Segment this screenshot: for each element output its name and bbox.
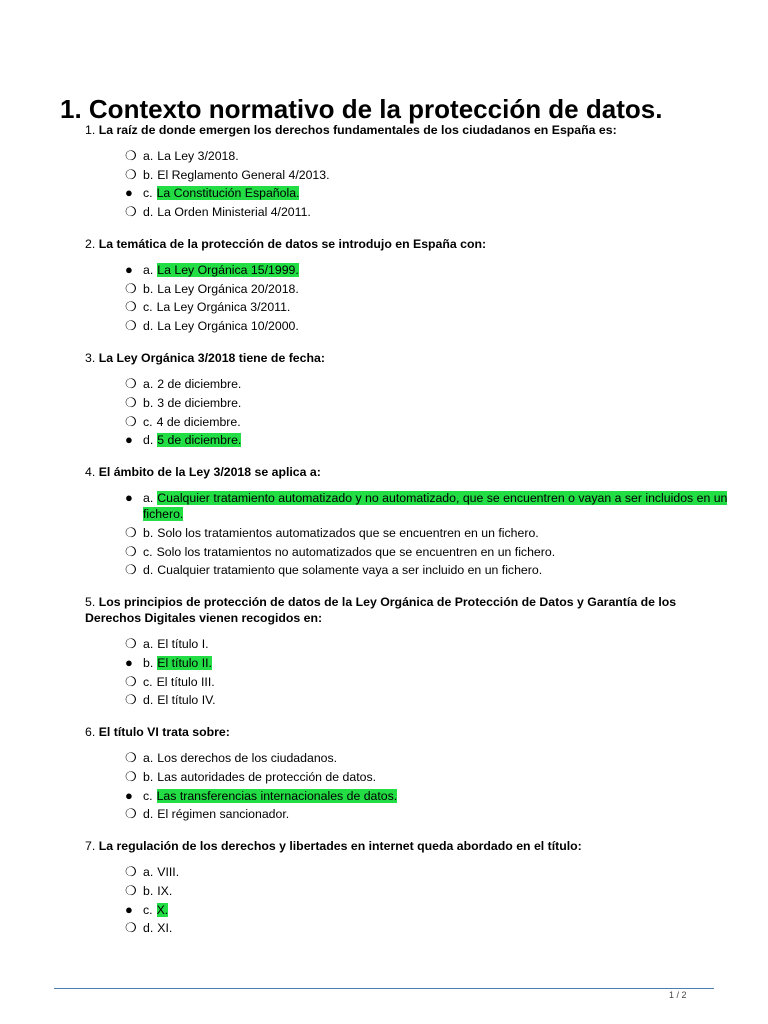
option-text: IX. [157,884,173,899]
correct-answer-text: 5 de diciembre. [157,433,242,448]
option-letter: a. [143,149,154,163]
answer-options [0,490,768,578]
option-letter: b. [143,395,154,410]
question-text [85,724,715,740]
answer-option[interactable] [125,769,728,785]
radio-selected-icon[interactable]: ● [125,185,133,201]
answer-option[interactable] [125,185,728,201]
option-letter: d. [143,205,154,220]
radio-empty-icon[interactable]: ❍ [125,376,137,392]
correct-answer-text: El título II. [157,655,212,670]
option-text: 2 de diciembre. [157,377,242,392]
option-letter: b. [143,167,154,182]
question-2 [0,236,768,334]
answer-option[interactable] [125,299,728,315]
option-text: La Ley 3/2018. [157,149,239,163]
radio-empty-icon[interactable]: ❍ [125,318,137,334]
option-letter: c. [143,674,153,689]
radio-selected-icon[interactable]: ● [125,432,133,448]
option-text: 3 de diciembre. [157,395,242,410]
answer-option[interactable] [125,920,728,936]
answer-option[interactable] [125,902,728,918]
radio-empty-icon[interactable]: ❍ [125,148,137,163]
answer-option[interactable] [125,432,728,448]
option-text: La Ley Orgánica 20/2018. [157,281,299,296]
question-text [85,236,715,252]
option-letter: d. [143,319,154,334]
question-number: 4. [85,465,96,480]
radio-empty-icon[interactable]: ❍ [125,673,137,689]
option-text: Solo los tratamientos automatizados que se encuentren en un fichero. [157,525,539,540]
question-number: 3. [85,351,96,366]
answer-option[interactable] [125,395,728,411]
option-text: La Ley Orgánica 10/2000. [157,319,299,334]
question-4 [0,464,768,578]
option-text: XI. [157,921,173,936]
option-text: Los derechos de los ciudadanos. [157,751,338,766]
answer-option[interactable] [125,318,728,334]
radio-selected-icon[interactable]: ● [125,787,133,803]
page-number: 1 / 2 [669,990,687,1000]
option-letter: d. [143,807,154,822]
option-letter: c. [143,544,153,559]
radio-empty-icon[interactable]: ❍ [125,394,137,410]
radio-empty-icon[interactable]: ❍ [125,769,137,784]
option-text: La Orden Ministerial 4/2011. [157,205,311,220]
radio-empty-icon[interactable]: ❍ [125,280,137,296]
answer-option[interactable] [125,674,728,690]
question-label: Los principios de protección de datos de la Ley Orgánica de Protección de Datos y Garantía de los Derechos Digitales vienen recogidos en: [85,595,677,626]
question-number: 5. [85,595,96,610]
option-letter: d. [143,693,154,708]
option-letter: a. [143,751,154,766]
footer-divider [54,988,714,989]
question-label: La raíz de donde emergen los derechos fundamentales de los ciudadanos en España es: [98,123,617,137]
option-letter: b. [143,525,154,540]
question-text [85,122,715,138]
option-letter: b. [143,884,154,899]
question-6 [0,724,768,822]
option-text: El título I. [157,637,209,652]
option-letter: b. [143,281,154,296]
option-letter: c. [143,186,153,201]
answer-options [0,864,768,936]
radio-empty-icon[interactable]: ❍ [125,166,137,182]
question-text [85,350,715,366]
question-label: El título VI trata sobre: [98,725,230,740]
correct-answer-text: La Ley Orgánica 15/1999. [157,263,299,278]
question-number: 1. [85,123,96,137]
answer-option[interactable] [125,864,728,880]
option-text: La Ley Orgánica 3/2011. [156,300,291,315]
option-letter: a. [143,491,154,506]
answer-option[interactable] [125,788,728,804]
option-letter: d. [143,921,154,936]
radio-empty-icon[interactable]: ❍ [125,524,137,540]
option-letter: c. [143,788,153,803]
answer-option[interactable] [125,262,728,278]
question-number: 7. [85,839,96,854]
answer-option[interactable] [125,636,728,652]
option-text: El título III. [156,674,215,689]
radio-empty-icon[interactable]: ❍ [125,204,137,220]
correct-answer-text: Las transferencias internacionales de datos. [156,788,398,803]
answer-option[interactable] [125,490,728,522]
answer-options [0,750,768,822]
option-letter: a. [143,865,154,880]
option-text: El Reglamento General 4/2013. [157,167,330,182]
option-letter: c. [143,414,153,429]
answer-options [0,148,768,220]
radio-empty-icon[interactable]: ❍ [125,864,137,880]
answer-options [0,636,768,708]
option-letter: c. [143,902,153,917]
answer-option[interactable] [125,806,728,822]
answer-option[interactable] [125,750,728,766]
option-letter: d. [143,563,154,578]
radio-empty-icon[interactable]: ❍ [125,562,137,578]
question-text [85,838,715,854]
option-letter: a. [143,377,154,392]
option-text: Las autoridades de protección de datos. [157,770,377,784]
answer-option[interactable] [125,883,728,899]
radio-empty-icon[interactable]: ❍ [125,920,137,936]
radio-empty-icon[interactable]: ❍ [125,543,137,559]
question-label: El ámbito de la Ley 3/2018 se aplica a: [98,465,321,480]
answer-option[interactable] [125,655,728,671]
answer-option[interactable] [125,562,728,578]
option-letter: a. [143,637,154,652]
option-letter: b. [143,655,154,670]
question-label: La temática de la protección de datos se introdujo en España con: [98,237,487,252]
correct-answer-text: X. [156,902,169,917]
question-label: La regulación de los derechos y libertades en internet queda abordado en el título: [98,839,582,854]
answer-options [0,376,768,448]
question-label: La Ley Orgánica 3/2018 tiene de fecha: [98,351,325,366]
radio-selected-icon[interactable]: ● [125,901,133,917]
answer-option[interactable] [125,204,728,220]
option-letter: b. [143,770,154,784]
question-text [85,594,715,626]
option-letter: a. [143,263,154,278]
option-letter: d. [143,433,154,448]
radio-empty-icon[interactable]: ❍ [125,750,137,766]
radio-empty-icon[interactable]: ❍ [125,413,137,429]
option-text: VIII. [157,865,180,880]
correct-answer-text: Cualquier tratamiento automatizado y no automatizado, que se encuentren o vayan a ser incluidos en un fichero. [143,491,728,522]
option-text: El título IV. [157,693,216,708]
answer-option[interactable] [125,148,728,164]
question-text [85,464,715,480]
radio-empty-icon[interactable]: ❍ [125,806,137,822]
question-number: 6. [85,725,96,740]
question-number: 2. [85,237,96,252]
question-3 [0,350,768,448]
answer-option[interactable] [125,281,728,297]
radio-selected-icon[interactable]: ● [125,654,133,670]
option-text: Solo los tratamientos no automatizados que se encuentren en un fichero. [156,544,556,559]
question-7 [0,838,768,936]
option-text: El régimen sancionador. [157,807,290,822]
answer-option[interactable] [125,692,728,708]
question-1 [0,122,768,220]
question-list [0,122,768,952]
answer-option[interactable] [125,544,728,560]
page-title: 1. Contexto normativo de la protección de datos. [60,94,663,124]
correct-answer-text: La Constitución Española. [156,186,300,201]
answer-option[interactable] [125,414,728,430]
option-text: 4 de diciembre. [156,414,241,429]
answer-option[interactable] [125,167,728,183]
option-text: Cualquier tratamiento que solamente vaya a ser incluido en un fichero. [157,563,543,578]
radio-empty-icon[interactable]: ❍ [125,692,137,708]
radio-selected-icon[interactable]: ● [125,490,133,506]
radio-empty-icon[interactable]: ❍ [125,883,137,899]
answer-option[interactable] [125,376,728,392]
question-5 [0,594,768,708]
answer-options [0,262,768,334]
radio-empty-icon[interactable]: ❍ [125,636,137,652]
radio-selected-icon[interactable]: ● [125,262,133,278]
option-letter: c. [143,300,153,315]
radio-empty-icon[interactable]: ❍ [125,299,137,315]
answer-option[interactable] [125,525,728,541]
